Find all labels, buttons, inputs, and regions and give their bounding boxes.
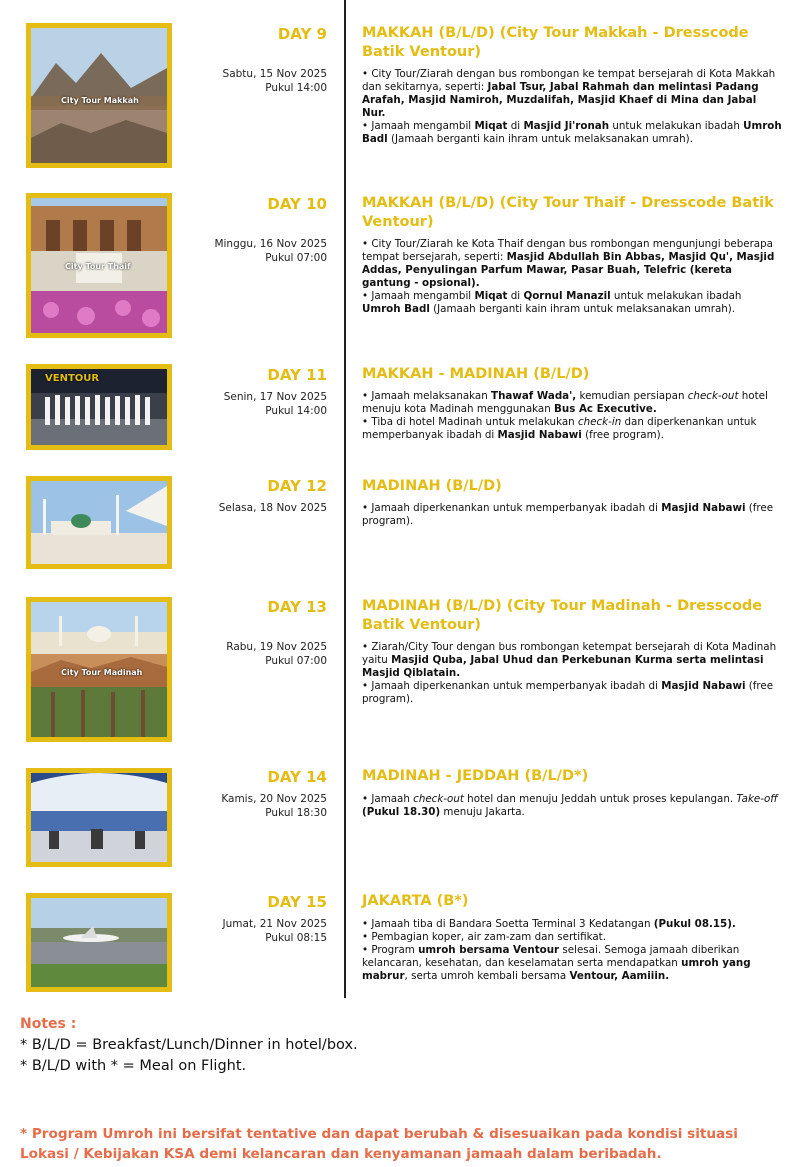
day-date [224,390,327,418]
description-paragraph: • Jamaah mengambil Miqat di Masjid Ji'ronah untuk melakukan ibadah Umroh Badl (Jamaah berganti kain ihram untuk melaksanakan umrah). [362,120,782,146]
day-description [362,502,782,528]
date-text: Selasa, 18 Nov 2025 [218,502,327,514]
day-photo [26,364,172,450]
photo-caption: City Tour Makkah [61,96,139,105]
time-text: Pukul 08:15 [265,932,327,944]
day-date [214,237,327,265]
day-photo [26,893,172,992]
day-date [219,501,327,515]
day-description [362,238,782,317]
description-paragraph: • Jamaah mengambil Miqat di Qornul Manazil untuk melakukan ibadah Umroh Badl (Jamaah berganti kain ihram untuk melaksanakan umrah). [362,290,742,316]
day-description [362,641,782,706]
day-date [226,640,327,668]
footer-disclaimer: * Program Umroh ini bersifat tentative dan dapat berubah & disesuaikan pada kondisi situasi Lokasi / Kebijakan KSA demi kelancaran dan kenyamanan jamaah dalam beribadah. [20,1126,738,1162]
bus-brand-label: VENTOUR [45,373,100,384]
description-paragraph: • City Tour/Ziarah dengan bus rombongan ke tempat bersejarah di Kota Makkah dan sekitarnya, seperti: Jabal Tsur, Jabal Rahmah dan melintasi Padang Arafah, Masjid Namiroh, Muzdalifah, Masjid Khaef di Mina dan Jabal Nur. [362,68,776,120]
day-title: MAKKAH (B/L/D) (City Tour Thaif - Dresscode Batik Ventour) [362,195,774,230]
day-date [223,67,327,95]
description-paragraph: • Jamaah tiba di Bandara Soetta Terminal 3 Kedatangan (Pukul 08.15). [362,918,736,930]
day-photo [26,597,172,742]
day-title: MADINAH (B/L/D) (City Tour Madinah - Dresscode Batik Ventour) [362,598,763,633]
date-text: Kamis, 20 Nov 2025 [221,793,327,805]
date-text: Rabu, 19 Nov 2025 [226,641,327,653]
description-paragraph: • Ziarah/City Tour dengan bus rombongan ketempat bersejarah di Kota Madinah yaitu Masjid Quba, Jabal Uhud dan Perkebunan Kurma serta melintasi Masjid Qiblatain. [362,641,777,680]
photo-caption: City Tour Madinah [61,668,143,677]
day-date [221,792,327,820]
description-paragraph: • Jamaah diperkenankan untuk memperbanyak ibadah di Masjid Nabawi (free program). [362,502,774,528]
time-text: Pukul 14:00 [265,405,327,417]
day-photo [26,193,172,338]
date-text: Jumat, 21 Nov 2025 [222,918,327,930]
date-text: Minggu, 16 Nov 2025 [214,238,327,250]
day-title: JAKARTA (B*) [362,893,469,909]
day-number: DAY 15 [267,893,327,911]
day-title: MAKKAH - MADINAH (B/L/D) [362,366,590,382]
day-title: MADINAH (B/L/D) [362,478,502,494]
day-number: DAY 11 [267,366,327,384]
note-line: * B/L/D with * = Meal on Flight. [20,1058,247,1074]
day-number: DAY 14 [267,768,327,786]
day-description [362,390,782,442]
day-title: MAKKAH (B/L/D) (City Tour Makkah - Dresscode Batik Ventour) [362,25,749,60]
day-date [223,917,327,945]
time-text: Pukul 14:00 [265,82,327,94]
day-number: DAY 10 [267,195,327,213]
description-paragraph: • Pembagian koper, air zam-zam dan sertifikat. [362,931,606,944]
photo-caption: City Tour Thaif [65,262,131,271]
day-description [362,68,782,147]
day-number: DAY 9 [277,25,327,43]
timeline-divider [344,0,346,998]
note-line: * B/L/D = Breakfast/Lunch/Dinner in hotel/box. [20,1037,358,1053]
day-photo [26,23,172,168]
day-description [362,793,782,819]
nabawi-photo-icon [31,481,167,564]
airport-photo-icon [31,773,167,862]
description-paragraph: • Tiba di hotel Madinah untuk melakukan check-in dan diperkenankan untuk memperbanyak ibadah di Masjid Nabawi (free program). [362,416,757,442]
day-photo [26,768,172,867]
day-photo [26,476,172,569]
day-number: DAY 13 [267,598,327,616]
time-text: Pukul 07:00 [265,655,327,667]
description-paragraph: • Program umroh bersama Ventour selesai. Semoga jamaah diberikan kelancaran, kesehatan, dan keselamatan serta mendapatkan umroh yang mabrur, serta umroh kembali bersama Ventour, Aamiiin. [362,944,751,983]
description-paragraph: • Jamaah check-out hotel dan menuju Jeddah untuk proses kepulangan. Take-off (Pukul 18.30) menuju Jakarta. [362,793,778,819]
date-text: Sabtu, 15 Nov 2025 [222,68,327,80]
description-paragraph: • Jamaah melaksanakan Thawaf Wada', kemudian persiapan check-out hotel menuju kota Madinah menggunakan Bus Ac Executive. [362,390,768,416]
description-paragraph: • City Tour/Ziarah ke Kota Thaif dengan bus rombongan mengunjungi beberapa tempat bersejarah, seperti: Masjid Abdullah Bin Abbas, Masjid Qu', Masjid Addas, Penyulingan Parfum Mawar, Pasar Buah, Telefric (kereta gantung - opsional). [362,238,775,290]
day-description [362,918,782,983]
notes-title: Notes : [20,1016,77,1032]
time-text: Pukul 18:30 [265,807,327,819]
day-number: DAY 12 [267,477,327,495]
date-text: Senin, 17 Nov 2025 [223,391,327,403]
day-title: MADINAH - JEDDAH (B/L/D*) [362,768,589,784]
description-paragraph: • Jamaah diperkenankan untuk memperbanyak ibadah di Masjid Nabawi (free program). [362,680,774,706]
time-text: Pukul 07:00 [265,252,327,264]
airplane-photo-icon [31,898,167,987]
